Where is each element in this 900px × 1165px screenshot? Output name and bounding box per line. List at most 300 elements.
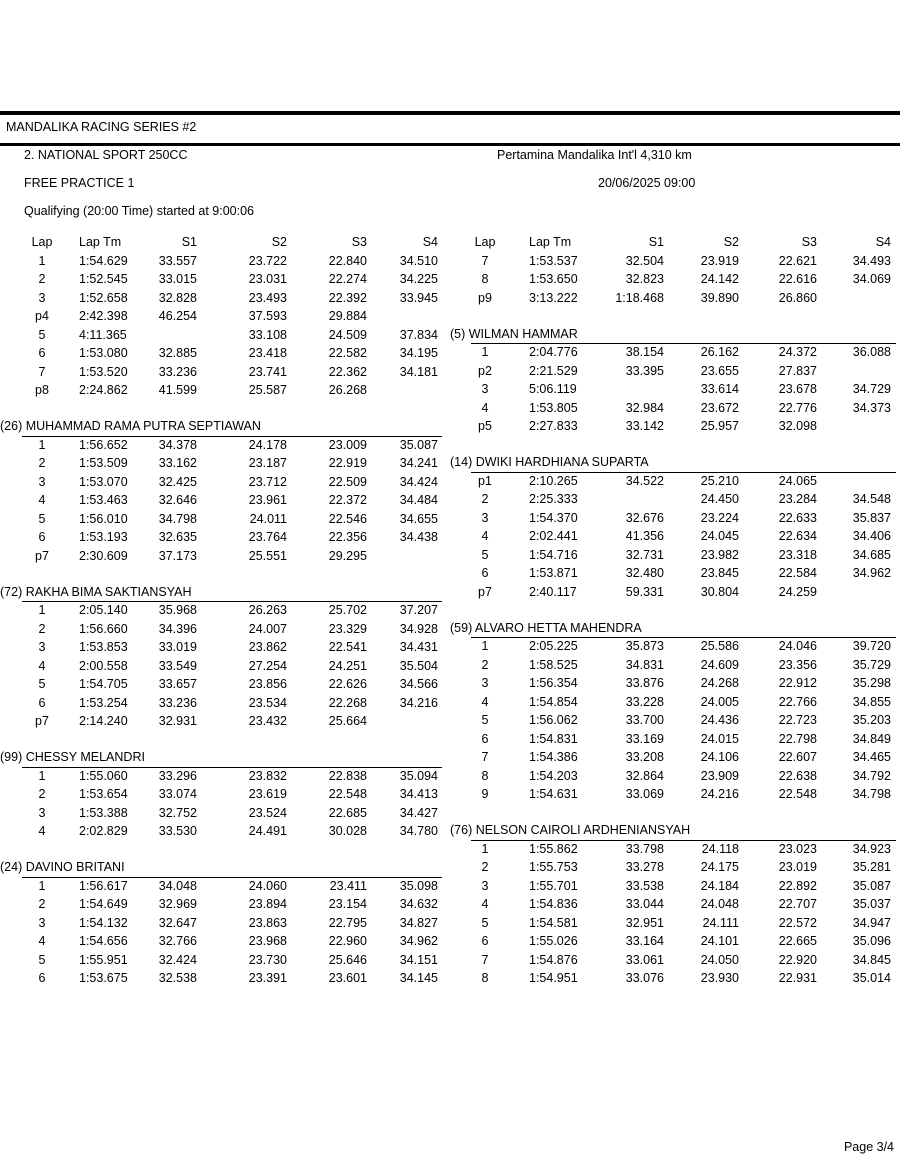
lap-number: 1 (481, 639, 489, 654)
sector-2: 24.060 (248, 878, 287, 893)
sector-2: 24.175 (700, 860, 739, 875)
session-datetime: 20/06/2025 09:00 (598, 176, 696, 190)
sector-4: 37.207 (399, 603, 438, 618)
lap-row (0, 804, 445, 822)
sector-3: 22.268 (328, 695, 367, 710)
sector-4: 35.504 (399, 658, 438, 673)
sector-1: 32.424 (158, 952, 197, 967)
sector-4: 35.037 (852, 897, 891, 912)
lap-row (449, 767, 899, 785)
lap-time: 1:53.650 (529, 272, 578, 286)
lap-row (449, 417, 899, 435)
sector-1: S1 (648, 235, 664, 249)
lap-number: p1 (478, 473, 492, 488)
sector-3: 22.633 (778, 510, 817, 525)
sector-3: 22.584 (778, 566, 817, 581)
sector-2: 23.187 (248, 456, 287, 471)
sector-1: 33.019 (158, 640, 197, 655)
lap-time: 1:55.701 (529, 878, 578, 893)
sector-3: 24.259 (778, 584, 817, 599)
lap-number: p2 (478, 363, 492, 378)
sector-3: 22.621 (778, 253, 817, 268)
lap-number: 3 (38, 290, 46, 305)
lap-number: 1 (481, 345, 489, 360)
lap-number: 6 (38, 971, 46, 986)
lap-row (449, 877, 899, 895)
lap-row (0, 454, 445, 472)
sector-3: 23.009 (328, 437, 367, 452)
lap-number: 5 (38, 952, 46, 967)
lap-time: 2:02.829 (79, 824, 128, 839)
lap-row (449, 711, 899, 729)
lap-row (0, 932, 445, 950)
sector-3: 22.607 (778, 750, 817, 765)
sector-4: 35.729 (852, 657, 891, 672)
sector-4: 34.798 (852, 787, 891, 802)
lap-number: p8 (35, 383, 49, 397)
sector-1: 32.480 (625, 566, 664, 581)
lap-row (0, 270, 445, 288)
sector-3: 25.702 (328, 603, 367, 618)
lap-number: 3 (481, 676, 489, 691)
rider-name: (26) MUHAMMAD RAMA PUTRA SEPTIAWAN (0, 419, 261, 434)
sector-1: 32.646 (158, 493, 197, 508)
sector-2: 25.551 (248, 548, 287, 563)
lap-row (0, 895, 445, 913)
sector-2: 23.909 (700, 768, 739, 783)
lap-time: 2:02.441 (529, 529, 578, 544)
sector-2: 24.184 (700, 878, 739, 893)
lap-row (449, 472, 899, 490)
sector-3: 22.548 (328, 787, 367, 802)
rider-name: (5) WILMAN HAMMAR (450, 326, 578, 341)
sector-2: 33.614 (700, 382, 739, 397)
sector-4: 35.203 (852, 713, 891, 728)
lap-number: 4 (38, 934, 46, 949)
sector-3: 22.626 (328, 677, 367, 692)
sector-1: 33.549 (158, 658, 197, 673)
sector-3: 29.884 (328, 309, 367, 323)
lap-number: Lap (474, 235, 496, 249)
sector-1: 33.076 (625, 971, 664, 986)
lap-number: 3 (481, 878, 489, 893)
lap-number: 2 (38, 272, 46, 286)
lap-row (449, 693, 899, 711)
sector-1: 33.044 (625, 897, 664, 912)
lap-number: 1 (38, 603, 46, 618)
lap-number: p7 (478, 584, 492, 599)
lap-time: 4:11.365 (79, 327, 127, 342)
sector-4: S4 (875, 235, 891, 249)
lap-number: 7 (481, 253, 489, 268)
lap-row (0, 289, 445, 307)
sector-3: 23.411 (329, 878, 367, 893)
lap-number: 2 (38, 787, 46, 802)
lap-row (0, 528, 445, 546)
lap-row (449, 583, 899, 601)
sector-1: 34.396 (158, 621, 197, 636)
sector-3: S3 (801, 235, 817, 249)
sector-1: 37.173 (158, 548, 197, 563)
sector-2: 24.048 (700, 897, 739, 912)
sector-2: 25.210 (700, 473, 739, 488)
lap-time: 1:54.716 (529, 547, 578, 562)
lap-number: 1 (38, 253, 46, 268)
sector-4: 34.225 (399, 272, 438, 286)
qualifying-info: Qualifying (20:00 Time) started at 9:00:06 (24, 204, 254, 218)
lap-row (0, 601, 445, 619)
sector-3: 30.028 (328, 824, 367, 839)
sector-2: 24.050 (700, 952, 739, 967)
lap-time: 1:56.660 (79, 621, 128, 636)
sector-4: 34.780 (399, 824, 438, 839)
lap-row (449, 252, 899, 270)
sector-3: 24.046 (778, 639, 817, 654)
sector-1: 33.278 (625, 860, 664, 875)
sector-2: 33.108 (248, 327, 287, 342)
lap-row (0, 638, 445, 656)
lap-row (449, 490, 899, 508)
sector-2: 24.609 (700, 657, 739, 672)
lap-time: 1:54.854 (529, 694, 578, 709)
sector-4: 34.729 (852, 382, 891, 397)
lap-row (0, 694, 445, 712)
lap-number: 2 (38, 456, 46, 471)
sector-2: 23.722 (248, 253, 287, 268)
sector-3: 25.664 (328, 714, 367, 729)
lap-row (449, 564, 899, 582)
sector-3: 23.356 (778, 657, 817, 672)
sector-3: 22.798 (778, 731, 817, 746)
sector-4: 34.849 (852, 731, 891, 746)
sector-3: 22.616 (778, 272, 817, 286)
lap-number: 1 (38, 437, 46, 452)
rider-name: (14) DWIKI HARDHIANA SUPARTA (450, 455, 649, 470)
sector-1: 33.557 (158, 253, 197, 268)
sector-3: 23.318 (778, 547, 817, 562)
sector-1: 33.162 (158, 456, 197, 471)
sector-1: 33.074 (158, 787, 197, 802)
sector-4: 34.438 (399, 530, 438, 545)
lap-time: 1:54.132 (79, 915, 128, 930)
lap-row (0, 473, 445, 491)
sector-2: 23.730 (248, 952, 287, 967)
sector-2: 25.587 (248, 383, 287, 397)
sector-3: 22.838 (328, 768, 367, 783)
sector-1: 32.969 (158, 897, 197, 912)
lap-time: 1:54.831 (529, 731, 578, 746)
sector-2: S2 (271, 235, 287, 249)
sector-2: 30.804 (700, 584, 739, 599)
lap-time: 2:05.225 (529, 639, 578, 654)
lap-time: 1:54.629 (79, 253, 128, 268)
lap-time: 1:54.656 (79, 934, 128, 949)
sector-3: 22.634 (778, 529, 817, 544)
lap-row (449, 951, 899, 969)
session-name: FREE PRACTICE 1 (24, 176, 135, 190)
lap-time: 2:00.558 (79, 658, 128, 673)
sector-3: 22.892 (778, 878, 817, 893)
lap-time: 1:54.836 (529, 897, 578, 912)
sector-3: 22.840 (328, 253, 367, 268)
lap-number: 8 (481, 272, 489, 286)
lap-number: 3 (38, 474, 46, 489)
lap-row (0, 326, 445, 344)
lap-number: 4 (481, 694, 489, 709)
lap-row (0, 344, 445, 362)
page-number: Page 3/4 (843, 1140, 894, 1154)
sector-4: 34.465 (852, 750, 891, 765)
lap-number: 2 (481, 657, 489, 672)
sector-1: 46.254 (158, 309, 197, 323)
lap-number: 6 (38, 530, 46, 545)
sector-3: 22.362 (328, 364, 367, 379)
sector-4: 35.837 (852, 510, 891, 525)
sector-3: 27.837 (778, 363, 817, 378)
sector-1: 33.069 (625, 787, 664, 802)
lap-row (449, 914, 899, 932)
lap-time: 1:53.070 (79, 474, 128, 489)
sector-1: 32.676 (625, 510, 664, 525)
sector-4: 34.241 (399, 456, 438, 471)
sector-1: 33.236 (158, 364, 197, 379)
sector-1: 33.876 (625, 676, 664, 691)
sector-2: 23.672 (700, 400, 739, 415)
sector-2: 24.436 (700, 713, 739, 728)
sector-2: 23.919 (700, 253, 739, 268)
sector-4: 34.151 (399, 952, 438, 967)
lap-row (449, 289, 899, 307)
lap-number: 5 (481, 547, 489, 562)
lap-number: 2 (481, 860, 489, 875)
sector-3: 26.860 (778, 290, 817, 305)
lap-time: 1:53.080 (79, 346, 128, 360)
lap-row (449, 895, 899, 913)
lap-time: 1:53.537 (529, 253, 578, 268)
sector-4: 35.298 (852, 676, 891, 691)
sector-3: 23.678 (778, 382, 817, 397)
sector-4: 34.510 (399, 253, 438, 268)
sector-4: 34.962 (399, 934, 438, 949)
sector-3: 24.251 (328, 658, 367, 673)
sector-1: 33.228 (625, 694, 664, 709)
sector-1: 32.951 (625, 915, 664, 930)
lap-row (0, 436, 445, 454)
sector-2: 24.450 (700, 492, 739, 507)
sector-4: 34.655 (399, 511, 438, 526)
sector-1: 33.164 (625, 934, 664, 949)
sector-1: 33.657 (158, 677, 197, 692)
lap-number: p4 (35, 309, 49, 323)
lap-number: 7 (38, 364, 46, 379)
lap-time: 1:56.010 (79, 511, 128, 526)
lap-time: 2:21.529 (529, 363, 578, 378)
lap-number: 6 (481, 934, 489, 949)
sector-3: 29.295 (328, 548, 367, 563)
sector-2: 24.011 (249, 511, 287, 526)
sector-3: 22.665 (778, 934, 817, 949)
sector-1: 32.647 (158, 915, 197, 930)
lap-row (449, 270, 899, 288)
column-header-row (0, 233, 445, 251)
sector-1: S1 (181, 235, 197, 249)
sector-1: 35.873 (625, 639, 664, 654)
sector-4: S4 (422, 235, 438, 249)
lap-number: 6 (481, 566, 489, 581)
sector-1: 34.831 (625, 657, 664, 672)
lap-number: 3 (38, 805, 46, 820)
sector-2: 23.493 (248, 290, 287, 305)
lap-row (449, 840, 899, 858)
sector-1: 33.061 (625, 952, 664, 967)
sector-3: 22.920 (778, 952, 817, 967)
sector-2: 26.263 (248, 603, 287, 618)
sector-3: 24.372 (778, 345, 817, 360)
sector-3: 23.154 (328, 897, 367, 912)
lap-row (0, 620, 445, 638)
sector-3: 23.329 (328, 621, 367, 636)
sector-3: 22.776 (778, 400, 817, 415)
lap-time: 1:56.652 (79, 437, 128, 452)
sector-3: 24.065 (778, 473, 817, 488)
sector-2: 24.111 (702, 915, 739, 930)
sector-3: 22.723 (778, 713, 817, 728)
lap-number: 5 (481, 713, 489, 728)
sector-4: 35.094 (399, 768, 438, 783)
sector-1: 34.798 (158, 511, 197, 526)
lap-row (0, 675, 445, 693)
lap-number: 7 (481, 952, 489, 967)
sector-2: 25.586 (700, 639, 739, 654)
lap-time: 2:10.265 (529, 473, 578, 488)
sector-4: 34.069 (852, 272, 891, 286)
lap-time: 1:54.705 (79, 677, 128, 692)
lap-time: 2:05.140 (79, 603, 128, 618)
lap-row (449, 637, 899, 655)
lap-time: 1:53.853 (79, 640, 128, 655)
sector-4: 34.373 (852, 400, 891, 415)
sector-2: 27.254 (248, 658, 287, 673)
sector-4: 34.923 (852, 841, 891, 856)
lap-number: 1 (38, 768, 46, 783)
lap-number: 8 (481, 971, 489, 986)
sector-1: 41.599 (158, 383, 197, 397)
sector-2: 23.894 (248, 897, 287, 912)
lap-time: 2:27.833 (529, 419, 578, 434)
sector-1: 32.635 (158, 530, 197, 545)
lap-time: 1:53.654 (79, 787, 128, 802)
lap-row (449, 785, 899, 803)
sector-1: 33.700 (625, 713, 664, 728)
lap-time: Lap Tm (79, 235, 122, 249)
lap-time: 1:53.520 (79, 364, 128, 379)
lap-time: 1:53.254 (79, 695, 128, 710)
lap-time: 1:56.354 (529, 676, 578, 691)
sector-3: 32.098 (778, 419, 817, 434)
lap-time: 1:54.386 (529, 750, 578, 765)
lap-row (449, 674, 899, 692)
sector-2: 23.856 (248, 677, 287, 692)
sector-4: 34.484 (399, 493, 438, 508)
sector-4: 34.216 (399, 695, 438, 710)
sector-4: 34.406 (852, 529, 891, 544)
sector-1: 59.331 (625, 584, 664, 599)
sector-4: 35.087 (852, 878, 891, 893)
sector-2: 23.741 (248, 364, 287, 379)
lap-number: 3 (38, 915, 46, 930)
lap-number: 7 (481, 750, 489, 765)
sector-3: 23.284 (778, 492, 817, 507)
lap-row (0, 914, 445, 932)
sector-1: 1:18.468 (615, 290, 664, 305)
sector-4: 35.087 (399, 437, 438, 452)
sector-4: 34.427 (399, 805, 438, 820)
sector-2: 23.863 (248, 915, 287, 930)
sector-1: 34.378 (158, 437, 197, 452)
sector-1: 32.885 (158, 346, 197, 360)
sector-2: 23.534 (248, 695, 287, 710)
sector-2: 23.968 (248, 934, 287, 949)
lap-time: 1:55.951 (79, 952, 128, 967)
lap-number: 3 (481, 510, 489, 525)
sector-2: S2 (723, 235, 739, 249)
lap-time: 1:53.193 (79, 530, 128, 545)
lap-time: 2:40.117 (529, 584, 577, 599)
lap-time: 1:53.463 (79, 493, 128, 508)
lap-time: 5:06.119 (529, 382, 577, 397)
lap-row (449, 380, 899, 398)
sector-4: 34.962 (852, 566, 891, 581)
lap-row (0, 252, 445, 270)
class-name: 2. NATIONAL SPORT 250CC (24, 148, 188, 162)
sector-1: 35.968 (158, 603, 197, 618)
lap-time: 2:42.398 (79, 309, 128, 323)
lap-time: 1:54.370 (529, 510, 578, 525)
lap-number: 6 (38, 695, 46, 710)
sector-3: 23.023 (778, 841, 817, 856)
sector-1: 32.766 (158, 934, 197, 949)
lap-time: 1:55.060 (79, 768, 128, 783)
sector-2: 24.491 (248, 824, 287, 839)
lap-time: 1:54.876 (529, 952, 578, 967)
sector-1: 33.538 (625, 878, 664, 893)
lap-number: p7 (35, 548, 49, 563)
sector-4: 34.792 (852, 768, 891, 783)
lap-number: 8 (481, 768, 489, 783)
sector-3: 22.795 (328, 915, 367, 930)
lap-number: 3 (38, 640, 46, 655)
sector-2: 23.764 (248, 530, 287, 545)
lap-time: 1:52.545 (79, 272, 128, 286)
lap-row (449, 399, 899, 417)
sector-2: 24.216 (700, 787, 739, 802)
sector-2: 23.832 (248, 768, 287, 783)
lap-row (0, 785, 445, 803)
sector-3: 22.541 (328, 640, 367, 655)
lap-time: 2:25.333 (529, 492, 578, 507)
lap-time: 1:55.753 (529, 860, 578, 875)
sector-4: 34.413 (399, 787, 438, 802)
lap-number: 4 (38, 824, 46, 839)
lap-time: 1:53.388 (79, 805, 128, 820)
lap-number: 4 (481, 529, 489, 544)
lap-time: 1:53.509 (79, 456, 128, 471)
sector-2: 24.268 (700, 676, 739, 691)
sector-2: 23.712 (248, 474, 287, 489)
rider-name: (76) NELSON CAIROLI ARDHENIANSYAH (450, 823, 691, 838)
lap-time: 1:53.805 (529, 400, 578, 415)
sector-3: 22.919 (328, 456, 367, 471)
